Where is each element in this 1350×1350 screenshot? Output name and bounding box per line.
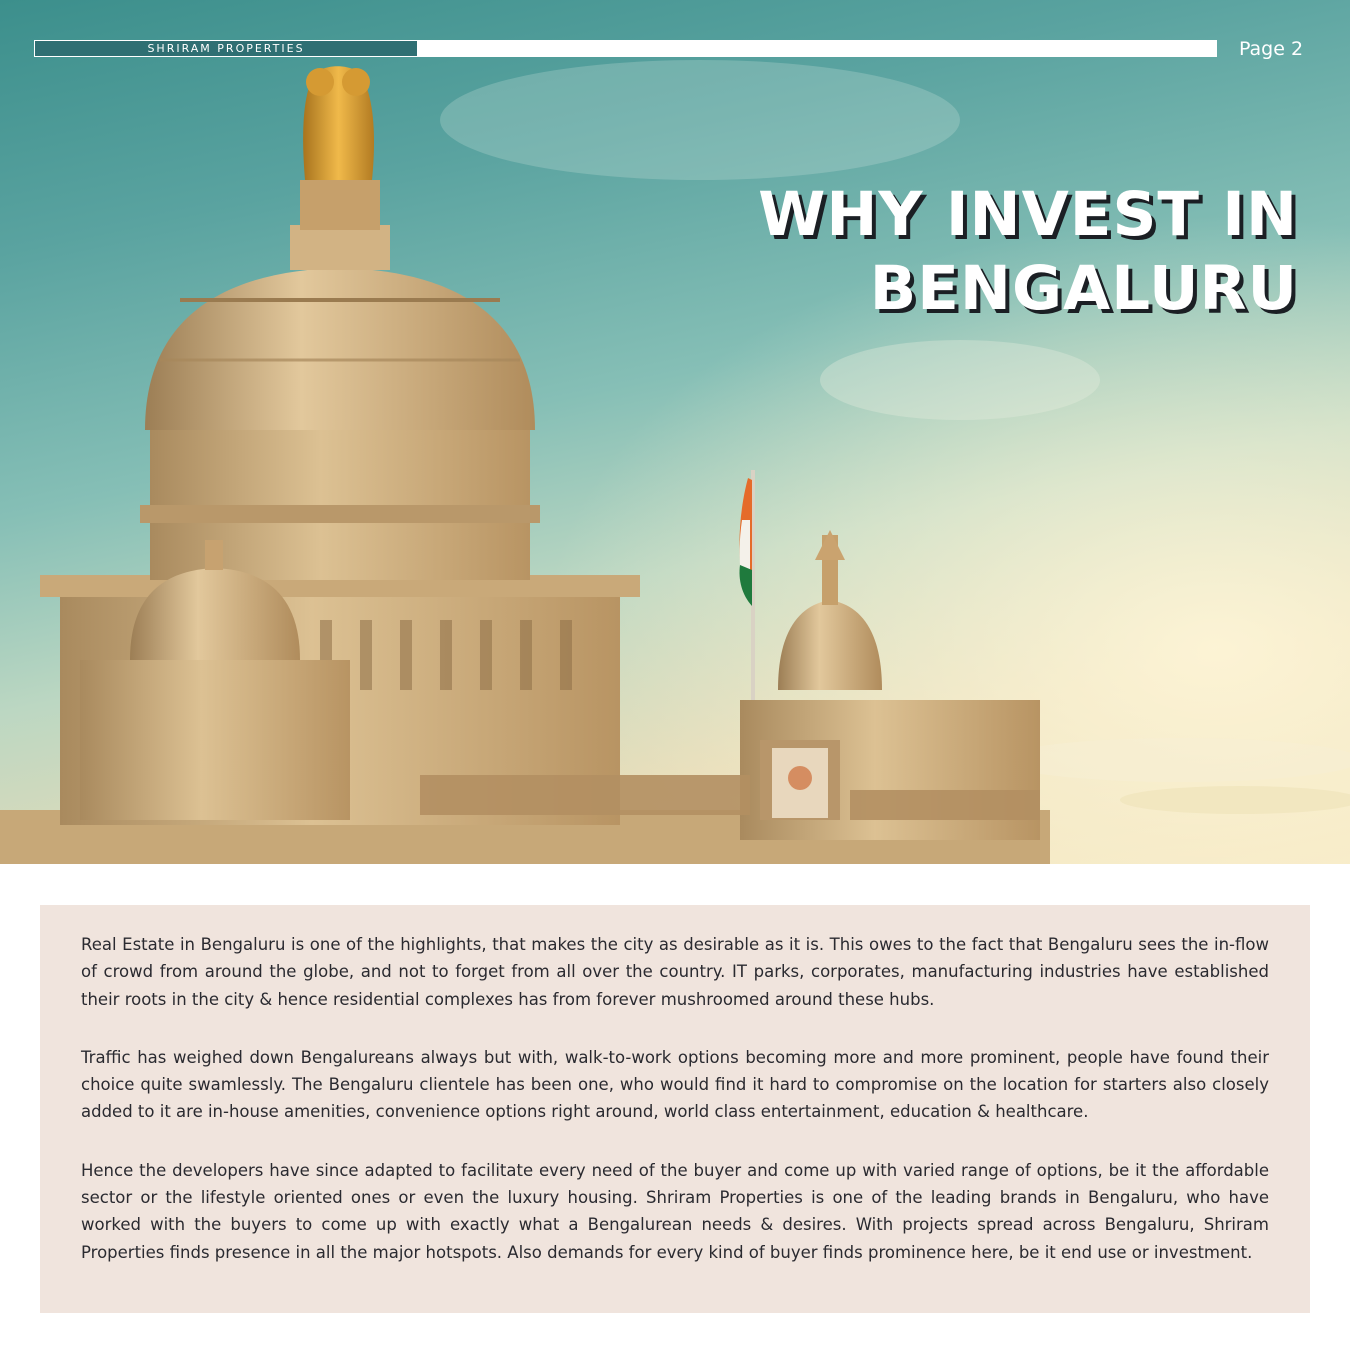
brand-name: SHRIRAM PROPERTIES: [147, 42, 305, 55]
body-text: [81, 931, 1269, 1297]
paragraph-2: Traffic has weighed down Bengalureans always but with, walk-to-work options becoming more and more prominent, people have found their choice quite swamlessly. The Bengaluru clientele has been one, who would find it hard to compromise on the location for starters also closely added to it are in-house amenities, convenience options right around, world class entertainment, education & healthcare.: [81, 1047, 1269, 1122]
paragraph-3: Hence the developers have since adapted to facilitate every need of the buyer and come up with varied range of options, be it the affordable sector or the lifestyle oriented ones or even the luxury housing. Shriram Properties is one of the leading brands in Bengaluru, who have worked with the buyers to come up with exactly what a Bengalurean needs & desires. With projects spread across Bengaluru, Shriram Properties finds presence in all the major hotspots. Also demands for every kind of buyer finds prominence here, be it end use or investment.: [81, 1160, 1269, 1262]
brand-label-box: [34, 40, 418, 57]
paragraph-1: Real Estate in Bengaluru is one of the highlights, that makes the city as desirable as it is. This owes to the fact that Bengaluru sees the in-flow of crowd from around the globe, and not to forget from all over the country. IT parks, corporates, manufacturing industries have established their roots in the city & hence residential complexes has from forever mushroomed around these hubs.: [81, 935, 1269, 1009]
body-text-panel: [40, 905, 1310, 1313]
page-title-line-2: BENGALURU: [869, 253, 1298, 324]
page-title-line-1: WHY INVEST IN: [758, 179, 1298, 250]
page-number: Page 2: [1238, 38, 1304, 60]
page-title: [658, 178, 1298, 326]
